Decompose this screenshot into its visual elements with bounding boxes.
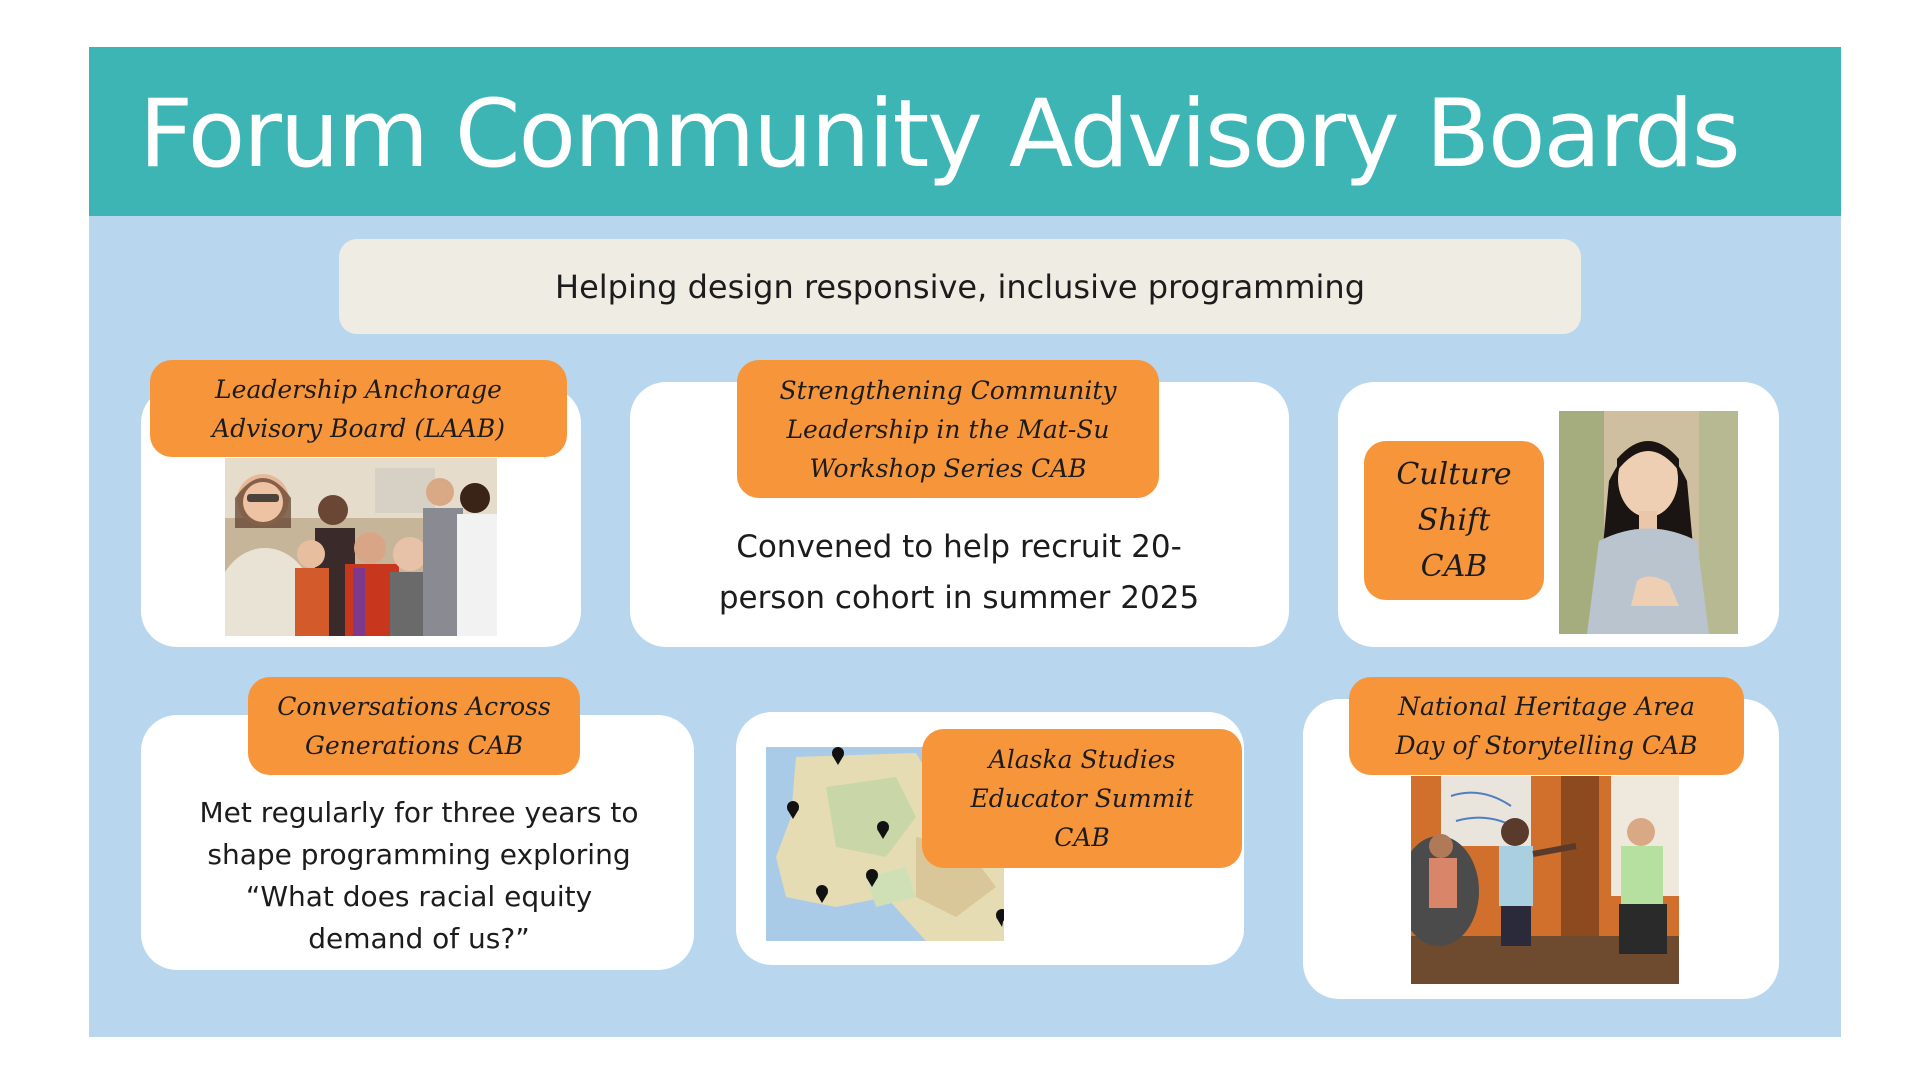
label-matsu-text: Strengthening Community Leadership in the Mat-Su Workshop Series CAB	[779, 375, 1117, 483]
tagline-text: Helping design responsive, inclusive programming	[555, 267, 1365, 306]
portrait-photo-icon	[1559, 411, 1738, 634]
label-generations	[248, 677, 580, 775]
tagline-box	[339, 239, 1581, 334]
label-culture-shift-text: Culture Shift CAB	[1396, 456, 1512, 584]
label-culture-shift	[1364, 441, 1544, 600]
title-banner	[89, 47, 1841, 216]
label-laab	[150, 360, 567, 457]
label-heritage-text: National Heritage Area Day of Storytelling CAB	[1395, 692, 1698, 760]
generations-description: Met regularly for three years to shape programming exploring “What does racial equity demand of us?”	[199, 796, 639, 955]
storytelling-photo-icon	[1411, 776, 1679, 984]
heritage-storytelling-photo	[1411, 776, 1679, 984]
page-title: Forum Community Advisory Boards	[139, 80, 1739, 189]
label-alaska-studies-text: Alaska Studies Educator Summit CAB	[970, 745, 1194, 852]
matsu-description: Convened to help recruit 20-person cohort in summer 2025	[718, 529, 1200, 616]
group-photo-icon	[225, 458, 497, 636]
label-alaska-studies	[922, 729, 1242, 868]
culture-shift-portrait	[1559, 411, 1738, 634]
label-heritage	[1349, 677, 1744, 775]
label-matsu	[737, 360, 1159, 498]
slide	[89, 47, 1841, 1037]
laab-group-photo	[225, 458, 497, 636]
label-generations-text: Conversations Across Generations CAB	[277, 692, 551, 760]
label-laab-text: Leadership Anchorage Advisory Board (LAAB)	[212, 374, 505, 443]
